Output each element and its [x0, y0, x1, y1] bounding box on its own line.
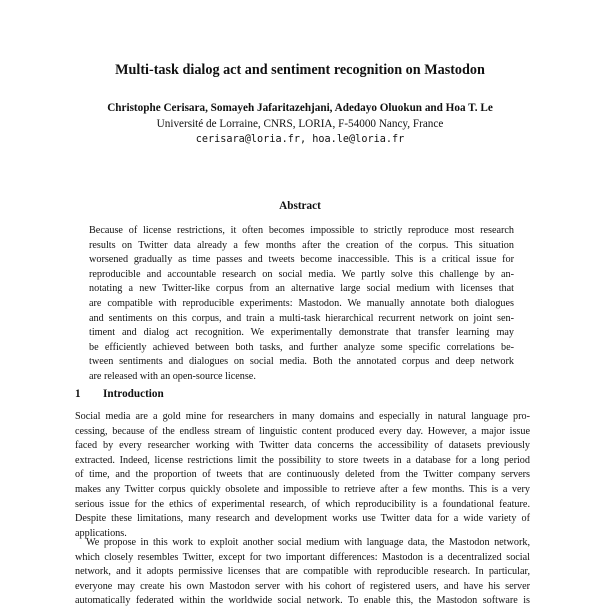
body-line: of time, and the proportion of tweets that are continuously deleted from the Twitter company servers [75, 469, 530, 481]
body-line: We propose in this work to exploit another social medium with language data, the Mastodon network, [86, 537, 530, 548]
abstract-line: results on Twitter data already a few months after the creation of the corpus. This situation [89, 239, 514, 251]
abstract-line: Because of license restrictions, it often becomes impossible to strictly reproduce most research [89, 225, 514, 236]
body-line: faced by every researcher working with Twitter data concerns the accessibility of datasets previously [75, 440, 530, 452]
intro-paragraph-2 [75, 536, 530, 609]
abstract-line: are released with an open-source license. [89, 370, 256, 382]
abstract-line: tween sentiments and dialogues on social media. Both the annotated corpus and deep network [89, 356, 514, 368]
abstract-line: timent and dialog act recognition. We experimentally demonstrate that transfer learning may [89, 327, 514, 339]
body-line: extracted. Indeed, license restrictions limit the possibility to store tweets in a database for a long period [75, 454, 530, 466]
paper-title: Multi-task dialog act and sentiment recognition on Mastodon [115, 62, 485, 78]
author-emails: cerisara@loria.fr, hoa.le@loria.fr [195, 134, 405, 145]
body-line: which closely resembles Twitter, except for two important differences: Mastodon is a decentralized social [75, 551, 530, 563]
body-line: makes any Twitter corpus quickly obsolete and impossible to retrieve after a few months. This is a very [75, 483, 530, 495]
body-line: serious issue for the ethics of experimental research, of which reproducibility is a foundational feature. [75, 498, 530, 510]
body-line: automatically federated within the worldwide social network. To enable this, the Mastodon software is [75, 595, 530, 607]
section-heading [75, 388, 164, 400]
intro-paragraph-1 [75, 410, 530, 541]
body-line: Despite these limitations, many research and development works use Twitter data for a wide variety of [75, 513, 530, 525]
section-number: 1 [75, 388, 81, 400]
body-line: cessing, because of the endless stream of linguistic content produced every day. However, a major issue [75, 425, 530, 437]
body-line: applications. [75, 527, 127, 539]
body-line: Social media are a gold mine for researchers in many domains and especially in natural language pro- [75, 411, 530, 422]
affiliation: Université de Lorraine, CNRS, LORIA, F-54000 Nancy, France [156, 118, 444, 130]
abstract-text [89, 224, 514, 385]
author-list: Christophe Cerisara, Somayeh Jafaritazehjani, Adedayo Oluokun and Hoa T. Le [107, 102, 493, 114]
abstract-line: are compatible with reproducible experiments: Mastodon. We manually annotate both dialogues [89, 297, 514, 309]
abstract-line: worsened gradually as time passes and tweets become inaccessible. This is a critical issue for [89, 254, 514, 266]
abstract-line: notating a new Twitter-like corpus from an alternative large social medium with licenses that [89, 283, 514, 295]
section-title: Introduction [103, 388, 164, 400]
abstract-line: reproducible and accountable research on social media. We partly solve this challenge by an- [89, 268, 514, 280]
abstract-line: and sentiments on this corpus, and train a multi-task hierarchical recurrent network on joint sen- [89, 312, 514, 324]
abstract-heading: Abstract [279, 200, 321, 212]
body-line: everyone may create his own Mastodon server with his cohort of registered users, and have his server [75, 580, 530, 592]
body-line: network, and it adopts permissive licenses that are compatible with reproducible research. In particular, [75, 566, 530, 578]
abstract-line: be efficiently achieved between both tasks, and further analyze some specific correlations be- [89, 341, 514, 353]
